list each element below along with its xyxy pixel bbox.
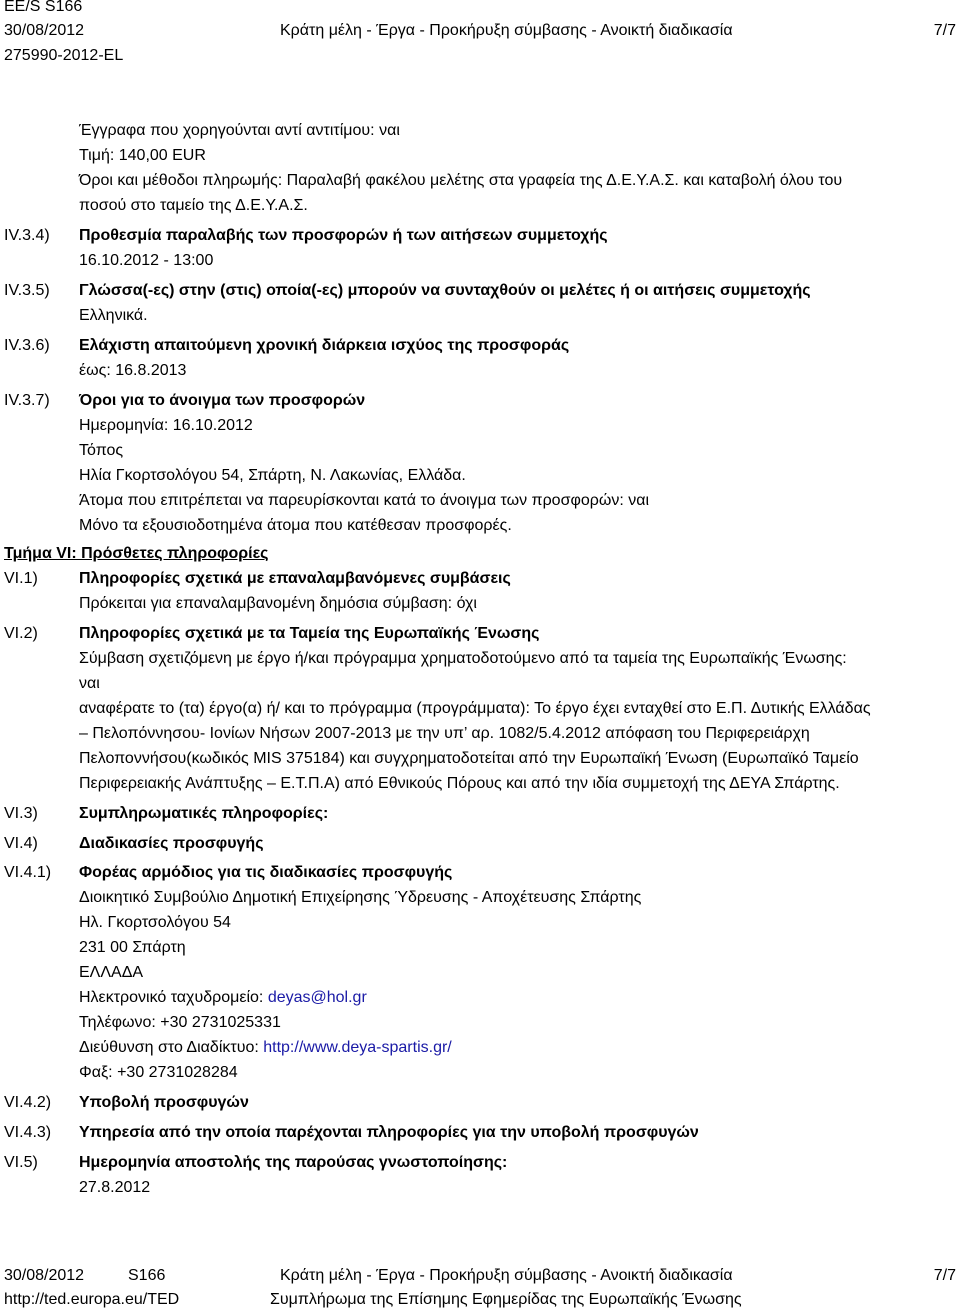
recurrent-value: Πρόκειται για επαναλαμβανομένη δημόσια σύμβαση: όχι [79, 595, 477, 612]
section-title-vi5: Ημερομηνία αποστολής της παρούσας γνωστοποίησης: [79, 1154, 508, 1171]
section-title-vi1: Πληροφορίες σχετικά με επαναλαμβανόμενες συμβάσεις [79, 570, 511, 587]
payment-terms-line1: Όροι και μέθοδοι πληρωμής: Παραλαβή φακέλου μελέτης στα γραφεία της Δ.Ε.Υ.Α.Σ. και καταβολή όλου του [79, 172, 843, 189]
footer-date: 30/08/2012 [4, 1267, 85, 1284]
eu-funds-line2: ναι [79, 675, 100, 692]
section-vi-heading: Τμήμα VI: Πρόσθετες πληροφορίες [4, 545, 269, 562]
opening-authorised: Μόνο τα εξουσιοδοτημένα άτομα που κατέθεσαν προσφορές. [79, 517, 512, 534]
price: Τιμή: 140,00 EUR [79, 147, 206, 164]
eu-funds-line3: αναφέρατε το (τα) έργο(α) ή/ και το πρόγραμμα (προγράμματα): Το έργο έχει ενταχθεί στο Ε.Π. Δυτικής Ελλάδας [79, 700, 871, 717]
payment-terms-line2: ποσού στο ταμείο της Δ.Ε.Υ.Α.Σ. [79, 197, 308, 214]
docs-paid: Έγγραφα που χορηγούνται αντί αντιτίμου: ναι [79, 122, 400, 139]
review-body-city: 231 00 Σπάρτη [79, 939, 186, 956]
review-body-phone: Τηλέφωνο: +30 2731025331 [79, 1014, 281, 1031]
review-body-street: Ηλ. Γκορτσολόγου 54 [79, 914, 231, 931]
opening-place: Ηλία Γκορτσολόγου 54, Σπάρτη, Ν. Λακωνίας, Ελλάδα. [79, 467, 466, 484]
review-body-email-row [79, 989, 367, 1007]
opening-date: Ημερομηνία: 16.10.2012 [79, 417, 253, 434]
section-title-iv34: Προθεσμία παραλαβής των προσφορών ή των αιτήσεων συμμετοχής [79, 227, 608, 244]
header-doc-id: EE/S S166 [4, 0, 83, 15]
section-number-iv34: IV.3.4) [4, 227, 50, 244]
section-title-vi2: Πληροφορίες σχετικά με τα Ταμεία της Ευρωπαϊκής Ένωσης [79, 625, 540, 642]
section-title-iv35: Γλώσσα(-ες) στην (στις) οποία(-ες) μπορούν να συνταχθούν οι μελέτες ή οι αιτήσεις συμμετοχής [79, 282, 811, 299]
email-label: Ηλεκτρονικό ταχυδρομείο: [79, 989, 268, 1006]
section-title-vi43: Υπηρεσία από την οποία παρέχονται πληροφορίες για την υποβολή προσφυγών [79, 1124, 699, 1141]
section-number-vi2: VI.2) [4, 625, 38, 642]
email-link[interactable]: deyas@hol.gr [267, 989, 367, 1006]
section-number-iv35: IV.3.5) [4, 282, 50, 299]
footer-url[interactable]: http://ted.europa.eu/TED [4, 1291, 180, 1308]
footer-supplement: Συμπλήρωμα της Επίσημης Εφημερίδας της Ευρωπαϊκής Ένωσης [270, 1291, 742, 1308]
deadline-value: 16.10.2012 - 13:00 [79, 252, 214, 269]
section-number-iv36: IV.3.6) [4, 337, 50, 354]
header-notice-number: 275990-2012-EL [4, 47, 124, 64]
eu-funds-line1: Σύμβαση σχετιζόμενη με έργο ή/και πρόγραμμα χρηματοδοτούμενο από τα ταμεία της Ευρωπαϊκής Ένωσης: [79, 650, 847, 667]
section-title-iv37: Όροι για το άνοιγμα των προσφορών [79, 392, 366, 409]
section-number-vi41: VI.4.1) [4, 864, 52, 881]
eu-funds-line6: Περιφερειακής Ανάπτυξης – Ε.Τ.Π.Α) από Εθνικούς Πόρους και από την ιδία συμμετοχή της ΔΕΥΑ Σπάρτης. [79, 775, 840, 792]
section-number-vi5: VI.5) [4, 1154, 38, 1171]
footer-page: 7/7 [933, 1267, 956, 1284]
eu-funds-line5: Πελοποννήσου(κωδικός MIS 375184) και συγχρηματοδοτείται από την Ευρωπαϊκή Ένωση (Ευρωπαϊκό Ταμείο [79, 750, 859, 767]
review-body-web-row [79, 1039, 452, 1057]
section-title-vi4: Διαδικασίες προσφυγής [79, 835, 264, 852]
review-body-name: Διοικητικό Συμβούλιο Δημοτική Επιχείρησης Ύδρευσης - Αποχέτευσης Σπάρτης [79, 889, 642, 906]
section-title-vi41: Φορέας αρμόδιος για τις διαδικασίες προσφυγής [79, 864, 453, 881]
header-date: 30/08/2012 [4, 22, 85, 39]
section-number-vi43: VI.4.3) [4, 1124, 52, 1141]
web-link[interactable]: http://www.deya-spartis.gr/ [263, 1039, 452, 1056]
section-number-vi4: VI.4) [4, 835, 38, 852]
eu-funds-line4: – Πελοπόννησου- Ιονίων Νήσων 2007-2013 με την υπ’ αρ. 1082/5.4.2012 απόφαση του Περιφερειάρχη [79, 725, 810, 742]
section-number-vi1: VI.1) [4, 570, 38, 587]
web-label: Διεύθυνση στο Διαδίκτυο: [79, 1039, 264, 1056]
footer-series: S166 [128, 1267, 166, 1284]
section-number-vi3: VI.3) [4, 805, 38, 822]
review-body-fax: Φαξ: +30 2731028284 [79, 1064, 238, 1081]
section-number-vi42: VI.4.2) [4, 1094, 52, 1111]
header-title: Κράτη μέλη - Έργα - Προκήρυξη σύμβασης - Ανοικτή διαδικασία [280, 22, 733, 39]
section-title-iv36: Ελάχιστη απαιτούμενη χρονική διάρκεια ισχύος της προσφοράς [79, 337, 570, 354]
language-value: Ελληνικά. [79, 307, 148, 324]
footer-title: Κράτη μέλη - Έργα - Προκήρυξη σύμβασης - Ανοικτή διαδικασία [280, 1267, 733, 1284]
section-title-vi3: Συμπληρωματικές πληροφορίες: [79, 805, 329, 822]
validity-value: έως: 16.8.2013 [79, 362, 187, 379]
header-page: 7/7 [933, 22, 956, 39]
review-body-country: ΕΛΛΑΔΑ [79, 964, 144, 981]
opening-place-label: Τόπος [79, 442, 124, 459]
section-number-iv37: IV.3.7) [4, 392, 50, 409]
section-title-vi42: Υποβολή προσφυγών [79, 1094, 249, 1111]
opening-persons: Άτομα που επιτρέπεται να παρευρίσκονται κατά το άνοιγμα των προσφορών: ναι [79, 492, 650, 509]
dispatch-date: 27.8.2012 [79, 1179, 151, 1196]
